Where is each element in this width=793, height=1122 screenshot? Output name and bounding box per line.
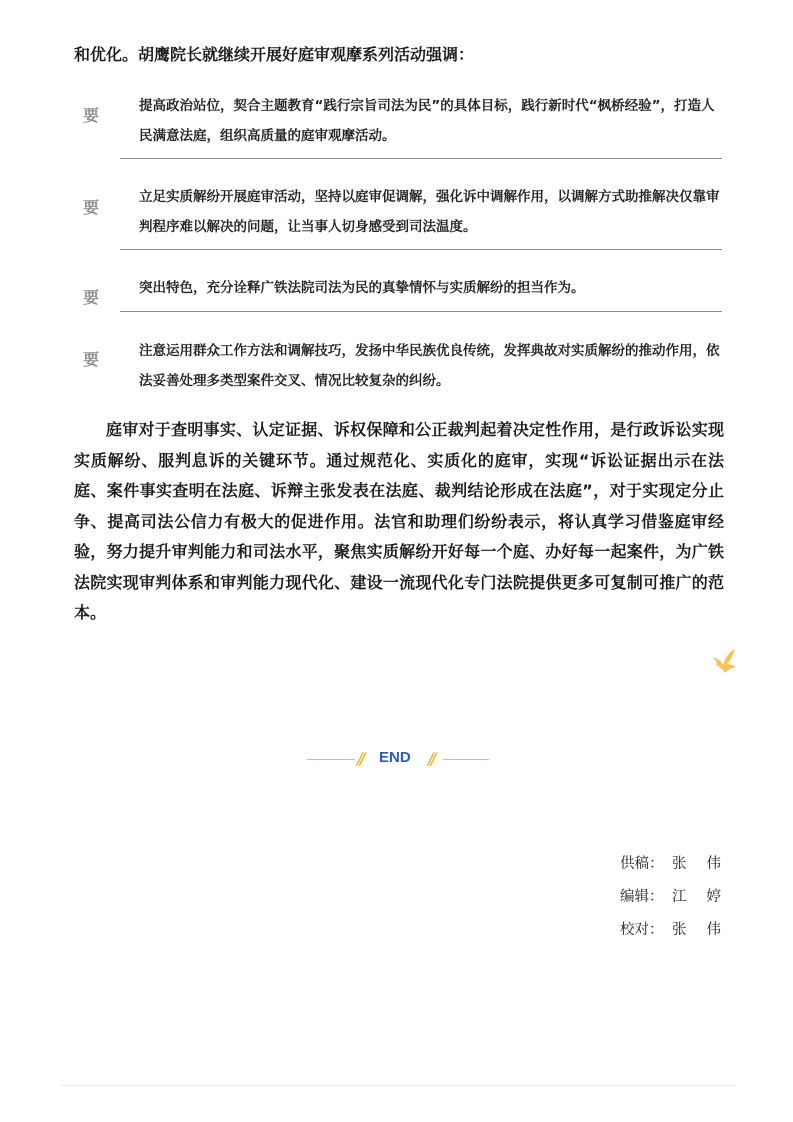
body-paragraph: 庭审对于查明事实、认定证据、诉权保障和公正裁判起着决定性作用，是行政诉讼实现实质解纷、服判息诉的关键环节。通过规范化、实质化的庭审，实现“诉讼证据出示在法庭、案件事实查明在法庭、诉辩主张发表在法庭、裁判结论形成在法庭”，对于实现定分止争、提高司法公信力有极大的促进作用。法官和助理们纷纷表示，将认真学习借鉴庭审经验，努力提升审判能力和司法水平，聚焦实质解纷开好每一个庭、办好每一起案件，为广铁法院实现审判体系和审判能力现代化、建设一流现代化专门法院提供更多可复制可推广的范本。 — [74, 420, 724, 622]
requirement-mark: 要 — [83, 288, 100, 307]
credit-label: 编辑： — [620, 889, 664, 905]
end-slash-right: // — [428, 749, 434, 768]
requirement-mark: 要 — [83, 106, 100, 125]
footer-divider — [60, 1085, 736, 1086]
credit-label: 供稿： — [620, 856, 664, 872]
requirement-text: 注意运用群众工作方法和调解技巧，发扬中华民族优良传统，发挥典故对实质解纷的推动作用，依法妥善处理多类型案件交叉、情况比较复杂的纠纷。 — [139, 343, 720, 389]
intro-text: 和优化。胡鹰院长就继续开展好庭审观摩系列活动强调： — [74, 45, 475, 64]
credit-label: 校对： — [620, 922, 664, 938]
requirement-mark: 要 — [83, 350, 100, 369]
end-slash-left: // — [357, 749, 363, 768]
end-line-right — [443, 759, 489, 760]
credit-name: 张伟 — [672, 856, 741, 872]
dove-icon — [710, 646, 738, 674]
end-line-left — [307, 759, 355, 760]
requirement-mark: 要 — [83, 198, 100, 217]
requirement-item — [83, 182, 722, 250]
requirement-item — [83, 90, 722, 159]
requirement-item — [83, 273, 722, 312]
requirement-item — [83, 335, 722, 397]
end-label: END — [379, 749, 411, 766]
requirement-text: 立足实质解纷开展庭审活动，坚持以庭审促调解，强化诉中调解作用，以调解方式助推解决仅靠审判程序难以解决的问题，让当事人切身感受到司法温度。 — [139, 189, 720, 235]
end-divider — [307, 746, 489, 772]
credit-name: 张伟 — [672, 922, 741, 938]
requirement-text: 提高政治站位，契合主题教育“践行宗旨司法为民”的具体目标，践行新时代“枫桥经验”，打造人民满意法庭，组织高质量的庭审观摩活动。 — [139, 98, 715, 144]
credit-name: 江婷 — [672, 889, 741, 905]
requirement-text: 突出特色，充分诠释广铁法院司法为民的真挚情怀与实质解纷的担当作为。 — [139, 280, 585, 296]
